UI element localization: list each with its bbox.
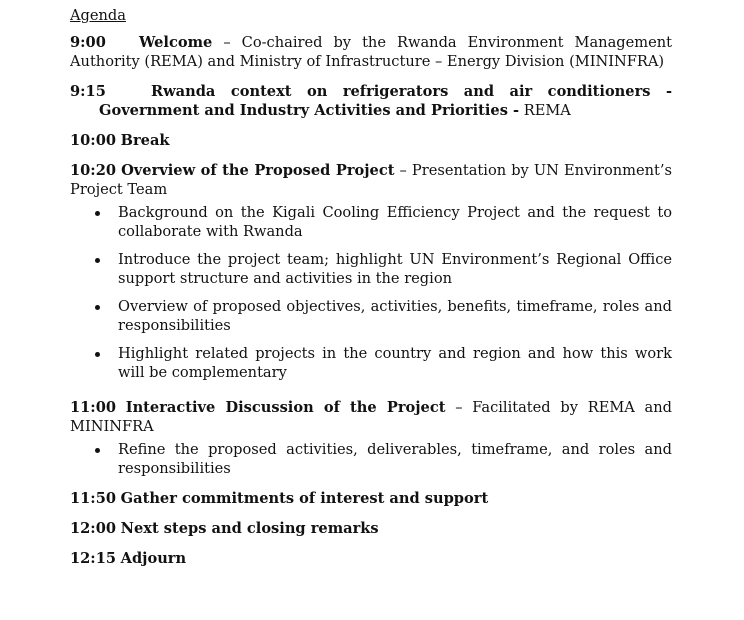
agenda-description: Co-chaired by the Rwanda Environment Management Authority (REMA) and Ministry of Infrastructure – Energy Division (MININFRA) [70, 34, 672, 70]
agenda-bullet-list [70, 203, 672, 382]
agenda-document [70, 6, 672, 579]
agenda-item-1100 [70, 398, 672, 478]
agenda-time: 10:20 [70, 162, 117, 179]
list-item [70, 297, 672, 335]
bullet-text: Highlight related projects in the country and region and how this work will be complementary [118, 345, 672, 381]
agenda-description: Facilitated by REMA and MININFRA [70, 399, 672, 435]
agenda-heading: Break [120, 132, 170, 149]
agenda-item-0915 [70, 82, 672, 120]
agenda-description: Presentation by UN Environment’s Project Team [70, 162, 673, 198]
agenda-time: 11:50 [70, 490, 117, 507]
agenda-time: 11:00 [70, 399, 117, 416]
agenda-time: 9:00 [70, 34, 106, 51]
list-item [70, 203, 672, 241]
agenda-time: 12:15 [70, 550, 117, 567]
list-item [70, 440, 672, 478]
bullet-icon [95, 305, 100, 310]
bullet-text: Background on the Kigali Cooling Efficiency Project and the request to collaborate with Rwanda [118, 204, 672, 240]
agenda-item-1215 [70, 549, 672, 568]
agenda-heading: Welcome [138, 34, 213, 51]
agenda-separator: – [212, 34, 242, 51]
agenda-time: 12:00 [70, 520, 117, 537]
agenda-heading: Adjourn [120, 550, 187, 567]
list-item [70, 344, 672, 382]
agenda-heading: Interactive Discussion of the Project [125, 399, 446, 416]
agenda-item-1020 [70, 161, 672, 382]
agenda-separator: – [445, 399, 473, 416]
agenda-time: 10:00 [70, 132, 117, 149]
bullet-text: Refine the proposed activities, deliverables, timeframe, and roles and responsibilities [118, 441, 672, 477]
bullet-icon [95, 448, 100, 453]
bullet-text: Introduce the project team; highlight UN Environment’s Regional Office support structure and activities in the region [118, 251, 672, 287]
agenda-description: REMA [519, 102, 571, 119]
agenda-item-1150 [70, 489, 672, 508]
agenda-heading: Gather commitments of interest and support [120, 490, 489, 507]
agenda-bullet-list [70, 440, 672, 478]
bullet-icon [95, 352, 100, 357]
agenda-item-1000 [70, 131, 672, 150]
bullet-icon [95, 211, 100, 216]
agenda-heading: Next steps and closing remarks [120, 520, 379, 537]
bullet-icon [95, 258, 100, 263]
agenda-item-0900 [70, 33, 672, 71]
agenda-separator: – [394, 162, 412, 179]
agenda-heading: Overview of the Proposed Project [121, 162, 395, 179]
agenda-heading: Rwanda context on refrigerators and air conditioners - Government and Industry Activities and Priorities - [99, 83, 673, 119]
agenda-time: 9:15 [70, 83, 106, 100]
list-item [70, 250, 672, 288]
bullet-text: Overview of proposed objectives, activities, benefits, timeframe, roles and responsibilities [118, 298, 672, 334]
agenda-title: Agenda [70, 7, 126, 24]
agenda-item-1200 [70, 519, 672, 538]
